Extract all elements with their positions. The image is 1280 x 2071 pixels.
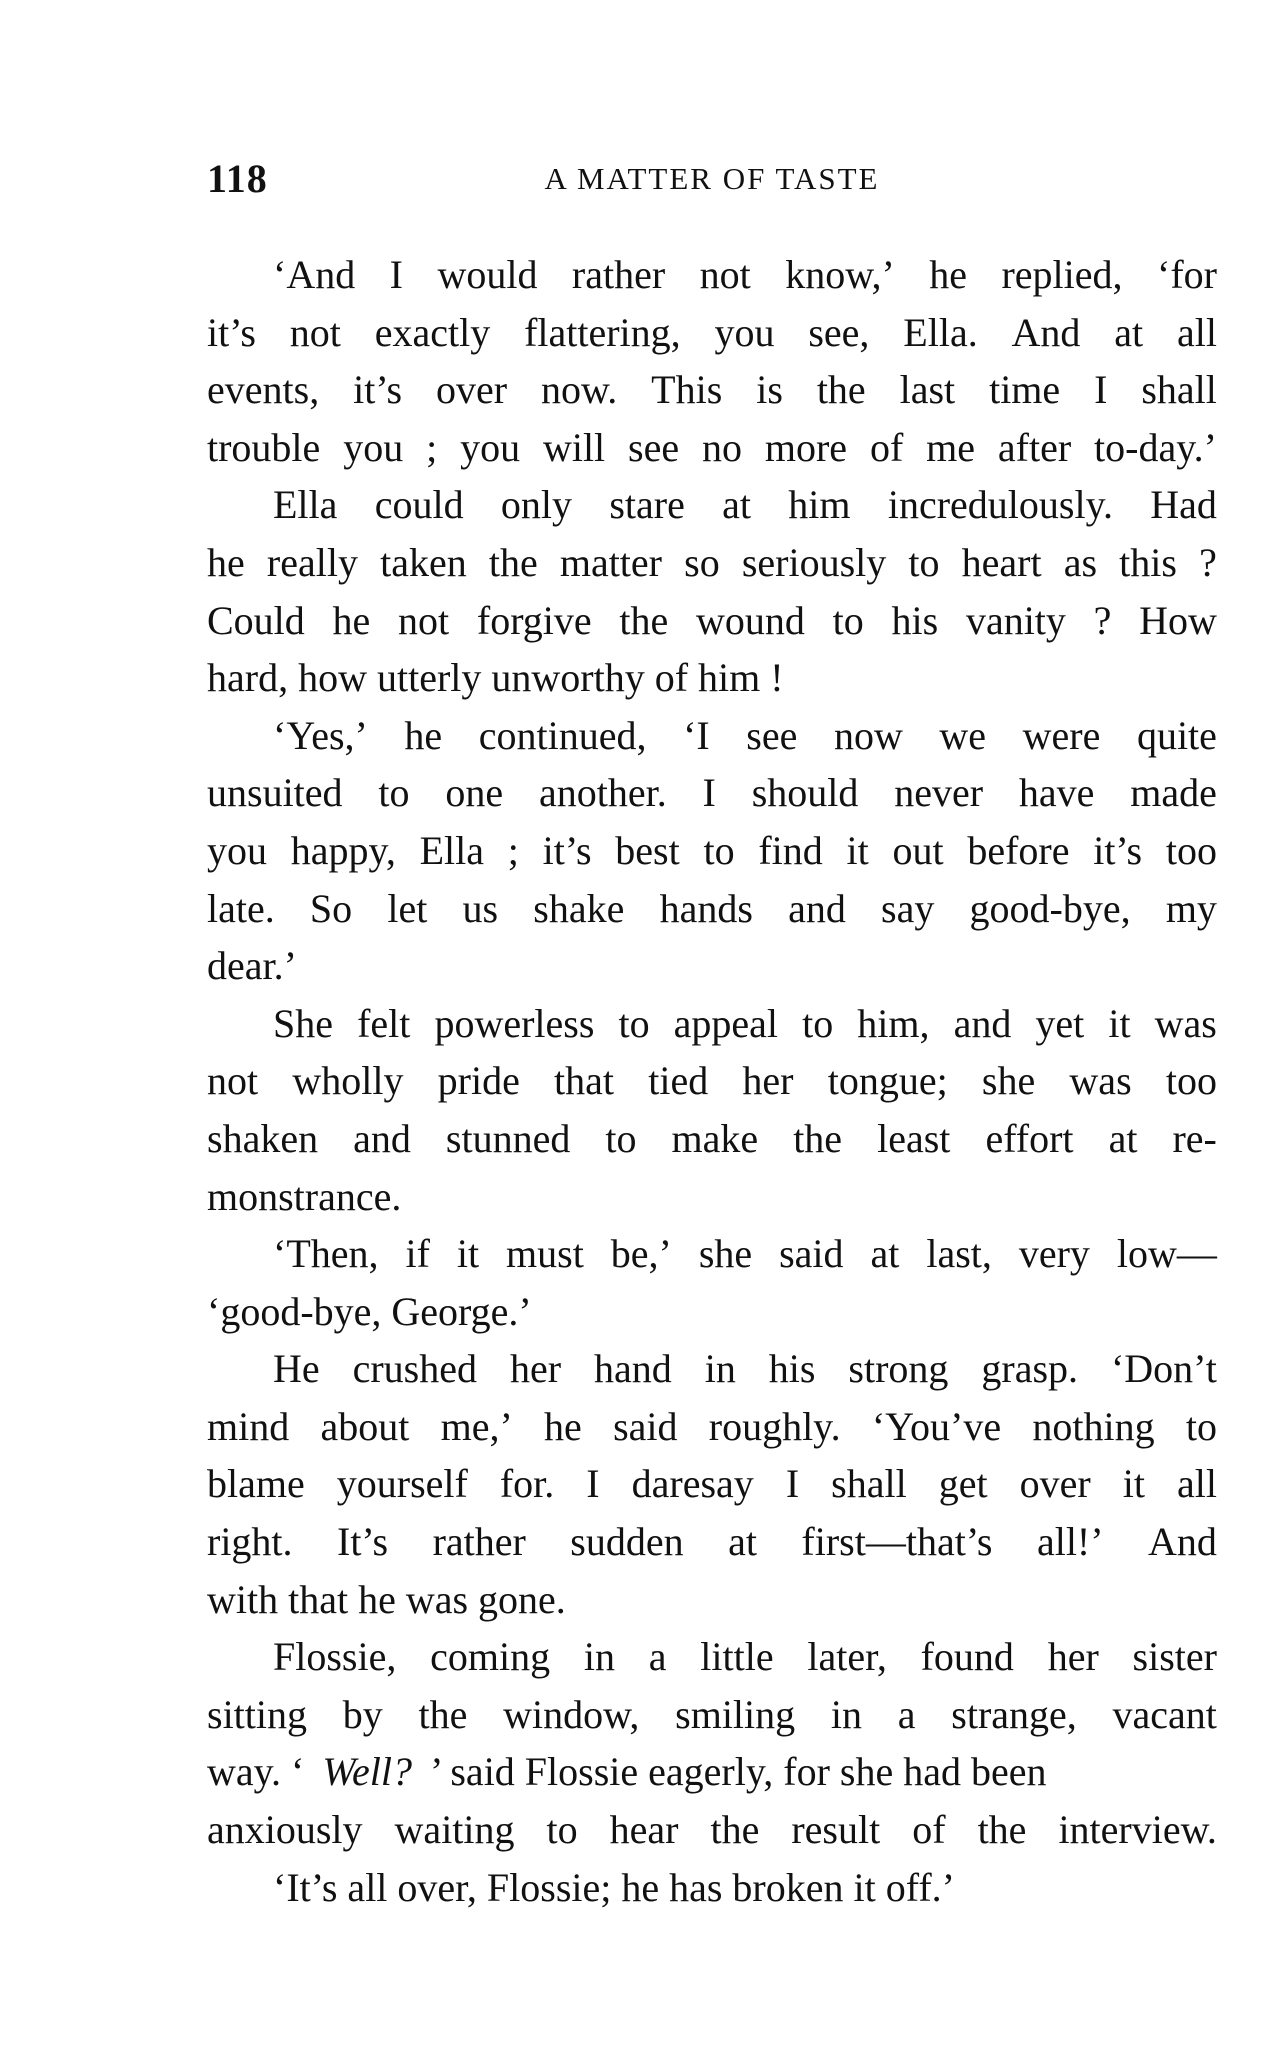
italic-text-segment: Well? (322, 1749, 413, 1795)
text-line: mind about me,’ he said roughly. ‘You’ve nothing to (207, 1403, 1217, 1449)
text-line: late. So let us shake hands and say good-bye, my (207, 885, 1217, 931)
text-line: events, it’s over now. This is the last time I shall (207, 367, 1217, 413)
text-line: trouble you ; you will see no more of me after to-day.’ (207, 424, 1217, 470)
text-line: it’s not exactly flattering, you see, Ella. And at all (207, 309, 1217, 355)
text-line: sitting by the window, smiling in a strange, vacant (207, 1691, 1217, 1737)
text-line: ‘good-bye, George.’ (207, 1288, 532, 1334)
text-line: ‘And I would rather not know,’ he replied, ‘for (273, 252, 1217, 297)
text-line: He crushed her hand in his strong grasp. ‘Don’t (273, 1346, 1217, 1392)
text-line-mixed (207, 1743, 1217, 1801)
text-line: ‘Then, if it must be,’ she said at last, very low— (273, 1231, 1217, 1277)
text-line: Ella could only stare at him incredulously. Had (273, 482, 1217, 528)
text-line: Flossie, coming in a little later, found her sister (273, 1634, 1217, 1680)
text-line: monstrance. (207, 1173, 402, 1219)
text-line: She felt powerless to appeal to him, and yet it was (273, 1000, 1217, 1046)
text-segment: ’ said Flossie eagerly, for she had been (430, 1749, 1047, 1795)
page-number: 118 (207, 156, 268, 201)
text-line: anxiously waiting to hear the result of the interview. (207, 1807, 1217, 1853)
text-line: ‘It’s all over, Flossie; he has broken it off.’ (273, 1864, 955, 1910)
text-line: ‘Yes,’ he continued, ‘I see now we were quite (273, 712, 1217, 758)
text-segment: way. ‘ (207, 1749, 305, 1795)
text-line: hard, how utterly unworthy of him ! (207, 655, 784, 701)
body-text (207, 246, 1217, 1916)
text-line: not wholly pride that tied her tongue; she was too (207, 1058, 1217, 1104)
page-header (207, 155, 1217, 203)
text-line: dear.’ (207, 943, 297, 989)
text-line: shaken and stunned to make the least effort at re- (207, 1115, 1217, 1161)
text-line: with that he was gone. (207, 1576, 566, 1622)
text-line: right. It’s rather sudden at first—that’s all!’ And (207, 1519, 1217, 1565)
text-line: unsuited to one another. I should never have made (207, 770, 1217, 816)
text-line: he really taken the matter so seriously to heart as this ? (207, 539, 1217, 585)
text-line: blame yourself for. I daresay I shall get over it all (207, 1461, 1217, 1507)
running-title: A MATTER OF TASTE (544, 161, 880, 196)
text-line: Could he not forgive the wound to his vanity ? How (207, 597, 1217, 643)
text-line: you happy, Ella ; it’s best to find it out before it’s too (207, 827, 1217, 873)
